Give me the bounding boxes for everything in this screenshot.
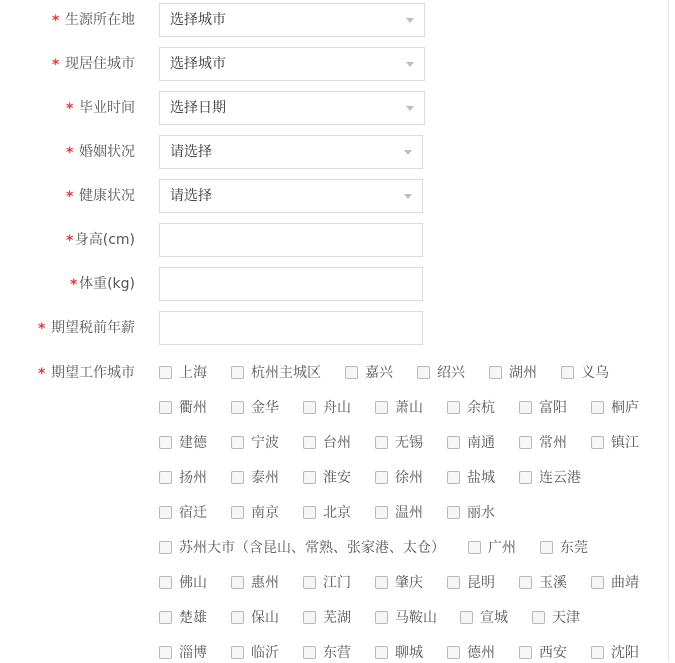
city-checkbox[interactable] (231, 506, 244, 519)
city-label: 泰州 (251, 470, 279, 486)
city-checkbox[interactable] (519, 401, 532, 414)
required-mark: * (52, 57, 60, 73)
required-mark: * (66, 233, 74, 249)
city-label: 镇江 (611, 435, 639, 451)
city-checkbox[interactable] (591, 401, 604, 414)
city-checkbox[interactable] (231, 436, 244, 449)
city-label: 连云港 (539, 470, 581, 486)
city-row (0, 398, 668, 418)
city-label: 余杭 (467, 400, 495, 416)
city-label: 淮安 (323, 470, 351, 486)
chevron-down-icon (406, 106, 414, 111)
current-city-select[interactable] (159, 47, 425, 81)
chevron-down-icon (406, 62, 414, 67)
required-mark: * (38, 321, 46, 337)
label-origin: 生源所在地 (65, 12, 135, 28)
chevron-down-icon (404, 194, 412, 199)
city-checkbox[interactable] (591, 436, 604, 449)
city-label: 保山 (251, 610, 279, 626)
city-checkbox[interactable] (345, 366, 358, 379)
city-checkbox[interactable] (159, 541, 172, 554)
city-checkbox[interactable] (159, 646, 172, 659)
city-checkbox[interactable] (375, 401, 388, 414)
city-label: 衢州 (179, 400, 207, 416)
city-checkbox[interactable] (231, 646, 244, 659)
city-checkbox[interactable] (303, 471, 316, 484)
city-label: 宿迁 (179, 505, 207, 521)
city-label: 北京 (323, 505, 351, 521)
city-row (0, 608, 668, 628)
city-label: 金华 (251, 400, 279, 416)
city-label: 台州 (323, 435, 351, 451)
city-checkbox[interactable] (159, 611, 172, 624)
city-label: 南京 (251, 505, 279, 521)
marital-status-select[interactable] (159, 135, 423, 169)
city-checkbox[interactable] (417, 366, 430, 379)
city-checkbox[interactable] (468, 541, 481, 554)
city-checkbox[interactable] (231, 401, 244, 414)
label-weight: 体重(kg) (79, 276, 135, 292)
field-marital (0, 135, 668, 169)
city-checkbox[interactable] (447, 576, 460, 589)
city-checkbox[interactable] (159, 366, 172, 379)
graduation-date-value: 选择日期 (170, 100, 226, 116)
city-row (0, 468, 668, 488)
city-label: 常州 (539, 435, 567, 451)
city-label: 舟山 (323, 400, 351, 416)
city-label: 马鞍山 (395, 610, 437, 626)
city-label: 宁波 (251, 435, 279, 451)
city-checkbox[interactable] (159, 401, 172, 414)
city-label: 苏州大市（含昆山、常熟、张家港、太仓） (179, 540, 445, 556)
required-mark: * (38, 366, 46, 382)
label-marital: 婚姻状况 (79, 144, 135, 160)
city-label: 湖州 (509, 365, 537, 381)
city-label: 德州 (467, 645, 495, 661)
city-label: 扬州 (179, 470, 207, 486)
city-row (0, 503, 668, 523)
label-height: 身高(cm) (74, 232, 135, 248)
origin-city-select[interactable] (159, 3, 425, 37)
field-health (0, 179, 668, 213)
city-label: 丽水 (467, 505, 495, 521)
city-checkbox[interactable] (375, 646, 388, 659)
required-mark: * (70, 277, 78, 293)
city-checkbox[interactable] (591, 576, 604, 589)
city-label: 萧山 (395, 400, 423, 416)
city-checkbox[interactable] (231, 471, 244, 484)
city-label: 嘉兴 (365, 365, 393, 381)
city-label: 广州 (488, 540, 516, 556)
city-label: 上海 (179, 365, 207, 381)
city-checkbox[interactable] (231, 611, 244, 624)
required-mark: * (52, 13, 60, 29)
city-checkbox[interactable] (460, 611, 473, 624)
health-status-value: 请选择 (170, 188, 212, 204)
city-checkbox[interactable] (375, 611, 388, 624)
city-checkbox[interactable] (375, 471, 388, 484)
city-row (0, 433, 668, 453)
city-label: 建德 (179, 435, 207, 451)
city-checkbox[interactable] (447, 436, 460, 449)
city-label: 曲靖 (611, 575, 639, 591)
label-expected-cities: 期望工作城市 (51, 365, 135, 381)
city-checkbox[interactable] (519, 436, 532, 449)
city-label: 盐城 (467, 470, 495, 486)
city-checkbox[interactable] (447, 506, 460, 519)
city-row (0, 643, 668, 663)
city-checkbox[interactable] (489, 366, 502, 379)
city-checkbox[interactable] (447, 646, 460, 659)
label-salary: 期望税前年薪 (51, 320, 135, 336)
city-checkbox[interactable] (303, 401, 316, 414)
height-input[interactable] (159, 223, 423, 257)
current-city-value: 选择城市 (170, 56, 226, 72)
city-label: 无锡 (395, 435, 423, 451)
city-checkbox[interactable] (447, 401, 460, 414)
city-checkbox[interactable] (159, 506, 172, 519)
health-status-select[interactable] (159, 179, 423, 213)
city-row (0, 363, 668, 383)
city-label: 宣城 (480, 610, 508, 626)
city-row (0, 573, 668, 593)
city-label: 沈阳 (611, 645, 639, 661)
city-checkbox[interactable] (159, 576, 172, 589)
city-label: 江门 (323, 575, 351, 591)
label-graduation: 毕业时间 (79, 100, 135, 116)
field-weight (0, 267, 668, 301)
city-label: 徐州 (395, 470, 423, 486)
city-label: 肇庆 (395, 575, 423, 591)
city-checkbox[interactable] (375, 576, 388, 589)
city-checkbox[interactable] (159, 471, 172, 484)
marital-status-value: 请选择 (170, 144, 212, 160)
chevron-down-icon (406, 18, 414, 23)
city-checkbox[interactable] (519, 471, 532, 484)
field-salary (0, 311, 668, 345)
city-label: 聊城 (395, 645, 423, 661)
city-checkbox[interactable] (532, 611, 545, 624)
label-current-city: 现居住城市 (65, 56, 135, 72)
city-label: 南通 (467, 435, 495, 451)
city-checkbox[interactable] (303, 576, 316, 589)
origin-city-value: 选择城市 (170, 12, 226, 28)
city-checkbox[interactable] (561, 366, 574, 379)
city-label: 绍兴 (437, 365, 465, 381)
city-label: 昆明 (467, 575, 495, 591)
field-origin (0, 3, 668, 37)
weight-input[interactable] (159, 267, 423, 301)
field-current-city (0, 47, 668, 81)
city-label: 芜湖 (323, 610, 351, 626)
required-mark: * (66, 101, 74, 117)
chevron-down-icon (404, 150, 412, 155)
city-checkbox[interactable] (231, 366, 244, 379)
city-label: 楚雄 (179, 610, 207, 626)
city-label: 义乌 (581, 365, 609, 381)
city-label: 玉溪 (539, 575, 567, 591)
label-health: 健康状况 (79, 188, 135, 204)
city-label: 富阳 (539, 400, 567, 416)
city-checkbox[interactable] (519, 646, 532, 659)
city-checkbox[interactable] (231, 576, 244, 589)
field-height (0, 223, 668, 257)
city-label: 惠州 (251, 575, 279, 591)
graduation-date-select[interactable] (159, 91, 425, 125)
city-checkbox[interactable] (375, 436, 388, 449)
city-checkbox[interactable] (447, 471, 460, 484)
city-label: 淄博 (179, 645, 207, 661)
salary-input[interactable] (159, 311, 423, 345)
city-label: 东莞 (560, 540, 588, 556)
city-label: 佛山 (179, 575, 207, 591)
required-mark: * (66, 189, 74, 205)
city-row (0, 538, 668, 558)
city-label: 杭州主城区 (251, 365, 321, 381)
city-checkbox[interactable] (303, 611, 316, 624)
city-checkbox[interactable] (303, 506, 316, 519)
city-label: 临沂 (251, 645, 279, 661)
right-divider (668, 0, 669, 662)
city-checkbox[interactable] (591, 646, 604, 659)
city-label: 天津 (552, 610, 580, 626)
city-label: 温州 (395, 505, 423, 521)
city-label: 东营 (323, 645, 351, 661)
city-label: 西安 (539, 645, 567, 661)
city-checkbox[interactable] (519, 576, 532, 589)
city-checkbox[interactable] (159, 436, 172, 449)
required-mark: * (66, 145, 74, 161)
city-checkbox[interactable] (303, 436, 316, 449)
city-checkbox[interactable] (540, 541, 553, 554)
field-graduation (0, 91, 668, 125)
city-checkbox[interactable] (303, 646, 316, 659)
city-label: 桐庐 (611, 400, 639, 416)
city-checkbox[interactable] (375, 506, 388, 519)
